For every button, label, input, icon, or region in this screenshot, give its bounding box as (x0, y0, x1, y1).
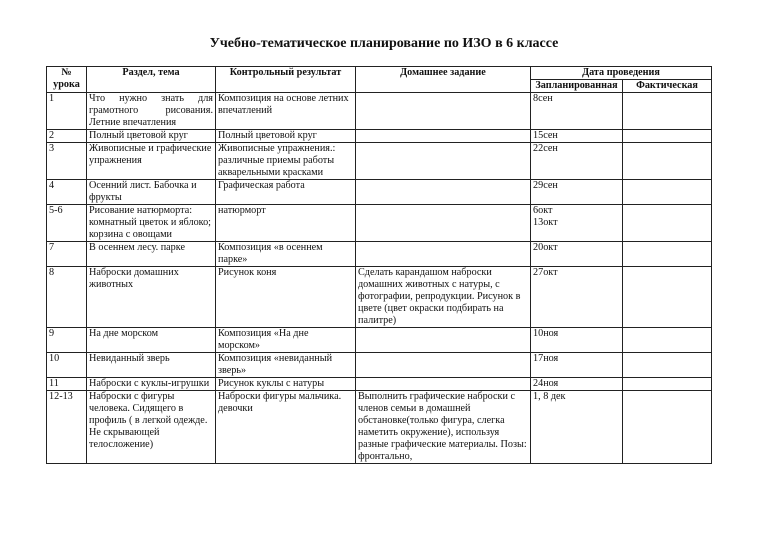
row-planned: 15сен (531, 130, 623, 143)
row-section: Наброски домашних животных (87, 267, 216, 328)
row-section: Живописные и графические упражнения (87, 143, 216, 180)
row-num: 3 (47, 143, 87, 180)
row-num: 9 (47, 328, 87, 353)
row-actual (623, 180, 712, 205)
row-homework (356, 93, 531, 130)
row-section: Наброски с куклы-игрушки (87, 378, 216, 391)
row-planned: 1, 8 дек (531, 391, 623, 464)
row-homework (356, 205, 531, 242)
row-homework (356, 378, 531, 391)
row-num: 12-13 (47, 391, 87, 464)
row-section: В осеннем лесу. парке (87, 242, 216, 267)
row-section: Осенний лист. Бабочка и фрукты (87, 180, 216, 205)
row-planned: 8сен (531, 93, 623, 130)
row-result: Композиция «На дне морском» (216, 328, 356, 353)
row-actual (623, 353, 712, 378)
row-num: 7 (47, 242, 87, 267)
row-result: Рисунок куклы с натуры (216, 378, 356, 391)
row-planned: 17ноя (531, 353, 623, 378)
row-actual (623, 391, 712, 464)
row-section: Наброски с фигуры человека. Сидящего в профиль ( в легкой одежде. Не скрывающей телосложение) (87, 391, 216, 464)
table-row (47, 180, 712, 205)
row-result: Рисунок коня (216, 267, 356, 328)
table-row (47, 242, 712, 267)
table-row (47, 143, 712, 180)
planning-table (46, 66, 712, 464)
table-row (47, 93, 712, 130)
row-actual (623, 267, 712, 328)
row-planned: 20окт (531, 242, 623, 267)
row-actual (623, 328, 712, 353)
header-result: Контрольный результат (216, 67, 356, 93)
table-row (47, 205, 712, 242)
header-homework: Домашнее задание (356, 67, 531, 93)
row-num: 11 (47, 378, 87, 391)
row-planned: 29сен (531, 180, 623, 205)
row-result: Графическая работа (216, 180, 356, 205)
row-actual (623, 130, 712, 143)
row-homework (356, 180, 531, 205)
header-planned: Запланированная (531, 80, 623, 93)
row-result: Композиция на основе летних впечатлений (216, 93, 356, 130)
row-result: Композиция «невиданный зверь» (216, 353, 356, 378)
row-homework (356, 143, 531, 180)
row-planned: 6окт 13окт (531, 205, 623, 242)
row-actual (623, 93, 712, 130)
table-row (47, 130, 712, 143)
row-section: Что нужно знать для грамотного рисования. Летние впечатления (87, 93, 216, 130)
row-num: 4 (47, 180, 87, 205)
table-row (47, 267, 712, 328)
row-section: Полный цветовой круг (87, 130, 216, 143)
row-homework (356, 130, 531, 143)
table-row (47, 328, 712, 353)
row-homework: Сделать карандашом наброски домашних животных с натуры, с фотографии, репродукции. Рисунок в цвете (цвет окраски подбирать на палитре) (356, 267, 531, 328)
row-result: Полный цветовой круг (216, 130, 356, 143)
row-result: натюрморт (216, 205, 356, 242)
row-result: Композиция «в осеннем парке» (216, 242, 356, 267)
header-num: № урока (47, 67, 87, 93)
row-num: 5-6 (47, 205, 87, 242)
row-section: На дне морском (87, 328, 216, 353)
row-num: 1 (47, 93, 87, 130)
header-row (47, 67, 712, 80)
row-planned: 27окт (531, 267, 623, 328)
row-num: 8 (47, 267, 87, 328)
row-homework (356, 328, 531, 353)
header-date: Дата проведения (531, 67, 712, 80)
row-section: Рисование натюрморта: комнатный цветок и яблоко; корзина с овощами (87, 205, 216, 242)
row-actual (623, 242, 712, 267)
row-homework (356, 353, 531, 378)
row-result: Наброски фигуры мальчика. девочки (216, 391, 356, 464)
row-planned: 22сен (531, 143, 623, 180)
row-num: 10 (47, 353, 87, 378)
row-planned: 24ноя (531, 378, 623, 391)
row-planned: 10ноя (531, 328, 623, 353)
row-result: Живописные упражнения.: различные приемы работы акварельными красками (216, 143, 356, 180)
row-num: 2 (47, 130, 87, 143)
table-row (47, 353, 712, 378)
row-actual (623, 205, 712, 242)
row-homework: Выполнить графические наброски с членов семьи в домашней обстановке(только фигура, слегка наметить окружение), используя разные графические материалы. Позы: фронтально, (356, 391, 531, 464)
table-row (47, 378, 712, 391)
header-actual: Фактическая (623, 80, 712, 93)
row-actual (623, 378, 712, 391)
document-title: Учебно-тематическое планирование по ИЗО в 6 классе (209, 36, 559, 51)
row-homework (356, 242, 531, 267)
row-actual (623, 143, 712, 180)
row-section: Невиданный зверь (87, 353, 216, 378)
header-section: Раздел, тема (87, 67, 216, 93)
table-row (47, 391, 712, 464)
